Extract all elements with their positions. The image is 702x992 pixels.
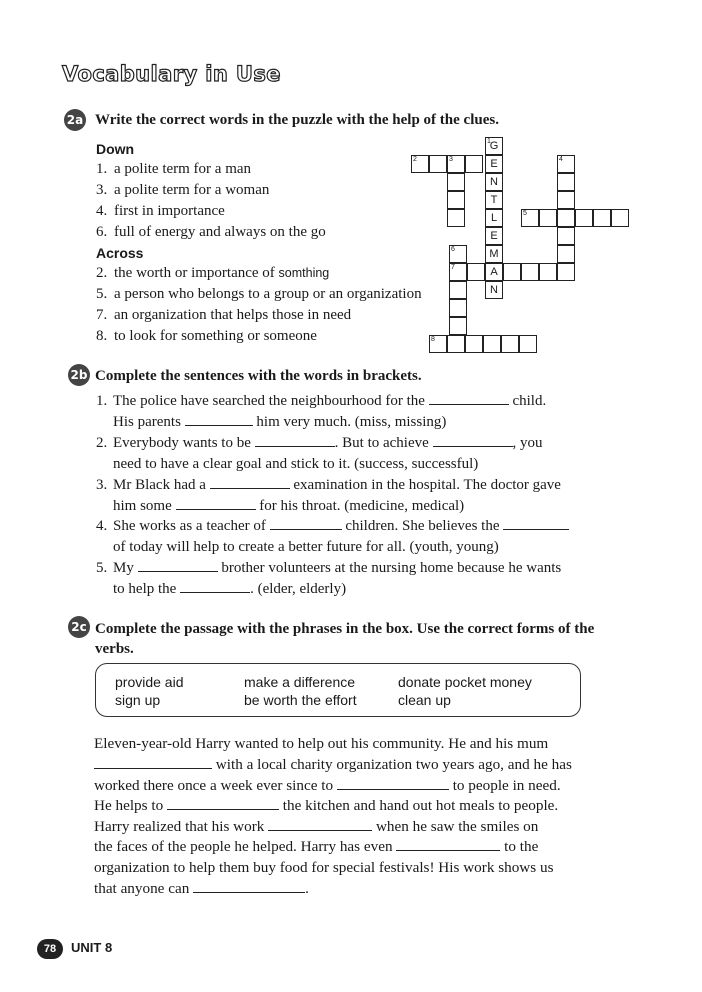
passage-line-3: worked there once a week ever since to to people in need. (94, 777, 561, 794)
crossword-cell[interactable] (557, 263, 575, 281)
crossword-cell[interactable] (447, 209, 465, 227)
crossword-cell[interactable]: M (485, 245, 503, 263)
crossword-cell[interactable]: A (485, 263, 503, 281)
clue-across-7: 7. an organization that helps those in need (96, 307, 352, 323)
clue-down-4: 4. first in importance (96, 203, 225, 219)
sentence-4-line-1: 4. She works as a teacher of children. She believes the (96, 516, 569, 537)
answer-blank[interactable] (270, 516, 342, 530)
phrase-item: provide aid (115, 674, 184, 690)
answer-blank[interactable] (185, 412, 253, 426)
answer-blank[interactable] (429, 391, 509, 405)
crossword-cell[interactable] (465, 335, 483, 353)
clue-across-5: 5. a person who belongs to a group or an organization (96, 286, 422, 302)
crossword-cell[interactable]: E (485, 227, 503, 245)
crossword-cell[interactable]: 8 (429, 335, 447, 353)
section-badge-2b: 2b (68, 364, 90, 386)
crossword-cell[interactable]: 6 (449, 245, 467, 263)
crossword-cell[interactable]: L (485, 209, 503, 227)
crossword-cell[interactable] (467, 263, 485, 281)
crossword-cell[interactable] (501, 335, 519, 353)
answer-blank[interactable] (503, 516, 569, 530)
crossword-cell[interactable] (447, 173, 465, 191)
answer-blank[interactable] (180, 579, 250, 593)
phrase-item: make a difference (244, 674, 356, 690)
answer-blank[interactable] (167, 796, 279, 810)
passage-line-8: that anyone can . (94, 880, 309, 897)
crossword-cell[interactable]: N (485, 173, 503, 191)
clue-down-1: 1. a polite term for a man (96, 161, 252, 177)
answer-blank[interactable] (268, 817, 372, 831)
sentence-2-line-2: need to have a clear goal and stick to it. (success, successful) (113, 456, 479, 472)
section-2b-instruction: Complete the sentences with the words in brackets. (95, 368, 422, 384)
phrase-item: donate pocket money (398, 674, 532, 690)
sentence-3-line-2: him some for his throat. (medicine, medical) (113, 498, 465, 514)
phrase-item: sign up (115, 692, 161, 708)
crossword-cell[interactable]: 3 (447, 155, 465, 173)
crossword-cell[interactable] (449, 281, 467, 299)
clue-across-2: 2. the worth or importance of somthing (96, 265, 330, 281)
sentence-3-line-1: 3. Mr Black had a examination in the hospital. The doctor gave (96, 477, 561, 493)
answer-blank[interactable] (337, 776, 449, 790)
crossword-cell[interactable] (557, 227, 575, 245)
crossword-cell[interactable]: 4 (557, 155, 575, 173)
crossword-cell[interactable] (429, 155, 447, 173)
passage-line-5: Harry realized that his work when he saw the smiles on (94, 818, 539, 835)
crossword-cell[interactable]: T (485, 191, 503, 209)
crossword-cell[interactable]: 7 (449, 263, 467, 281)
crossword-cell[interactable] (557, 173, 575, 191)
phrase-item: be worth the effort (244, 692, 357, 708)
passage-line-2: with a local charity organization two years ago, and he has (94, 754, 592, 775)
unit-label: UNIT 8 (71, 940, 113, 955)
clue-down-3: 3. a polite term for a woman (96, 182, 270, 198)
crossword-cell[interactable] (449, 317, 467, 335)
page-title: Vocabulary in Use (62, 62, 281, 86)
crossword-cell[interactable] (447, 191, 465, 209)
crossword-cell[interactable]: 5 (521, 209, 539, 227)
section-2c-instruction-line-2: verbs. (95, 641, 134, 657)
answer-blank[interactable] (255, 433, 335, 447)
crossword-cell[interactable] (483, 335, 501, 353)
crossword-cell[interactable] (465, 155, 483, 173)
crossword-cell[interactable] (557, 191, 575, 209)
section-2a-instruction: Write the correct words in the puzzle with the help of the clues. (95, 112, 499, 128)
answer-blank[interactable] (210, 475, 290, 489)
section-2c-instruction-line-1: Complete the passage with the phrases in the box. Use the correct forms of the (95, 621, 595, 637)
down-heading: Down (96, 141, 135, 157)
passage-line-6: the faces of the people he helped. Harry has even to the (94, 838, 539, 855)
answer-blank[interactable] (433, 433, 513, 447)
clue-down-6: 6. full of energy and always on the go (96, 224, 326, 240)
sentence-1-line-1: 1. The police have searched the neighbourhood for the child. (96, 393, 547, 409)
passage-line-4: He helps to the kitchen and hand out hot meals to people. (94, 797, 559, 814)
crossword-cell[interactable] (575, 209, 593, 227)
crossword-cell[interactable] (449, 299, 467, 317)
answer-blank[interactable] (193, 879, 305, 893)
passage-line-1: Eleven-year-old Harry wanted to help out his community. He and his mum (94, 735, 549, 752)
crossword-cell[interactable] (593, 209, 611, 227)
crossword-cell[interactable] (503, 263, 521, 281)
page-number: 78 (37, 939, 63, 959)
crossword-cell[interactable]: 2 (411, 155, 429, 173)
crossword-cell[interactable]: 1 G (485, 137, 503, 155)
crossword-cell[interactable]: N (485, 281, 503, 299)
answer-blank[interactable] (138, 558, 218, 572)
sentence-1-line-2: His parents him very much. (miss, missing) (113, 414, 447, 430)
answer-blank[interactable] (176, 496, 256, 510)
sentence-2-line-1: 2. Everybody wants to be . But to achieve , you (96, 435, 543, 451)
answer-blank[interactable] (396, 837, 500, 851)
passage-line-7: organization to help them buy food for special festivals! His work shows us (94, 859, 554, 876)
clue-across-8: 8. to look for something or someone (96, 328, 317, 344)
across-heading: Across (96, 245, 144, 261)
crossword-cell[interactable] (557, 209, 575, 227)
phrase-item: clean up (398, 692, 451, 708)
sentence-4-line-2: of today will help to create a better future for all. (youth, young) (113, 539, 499, 555)
sentence-5-line-2: to help the . (elder, elderly) (113, 581, 347, 597)
section-badge-2a: 2a (64, 109, 86, 131)
section-badge-2c: 2c (68, 616, 90, 638)
crossword-cell[interactable] (447, 335, 465, 353)
crossword-cell[interactable] (611, 209, 629, 227)
crossword-cell[interactable]: E (485, 155, 503, 173)
sentence-5-line-1: 5. My brother volunteers at the nursing home because he wants (96, 560, 562, 576)
crossword-cell[interactable] (521, 263, 539, 281)
answer-blank[interactable] (94, 755, 212, 769)
crossword-cell[interactable] (519, 335, 537, 353)
crossword-cell[interactable] (539, 209, 557, 227)
crossword-cell[interactable] (557, 245, 575, 263)
crossword-cell[interactable] (539, 263, 557, 281)
